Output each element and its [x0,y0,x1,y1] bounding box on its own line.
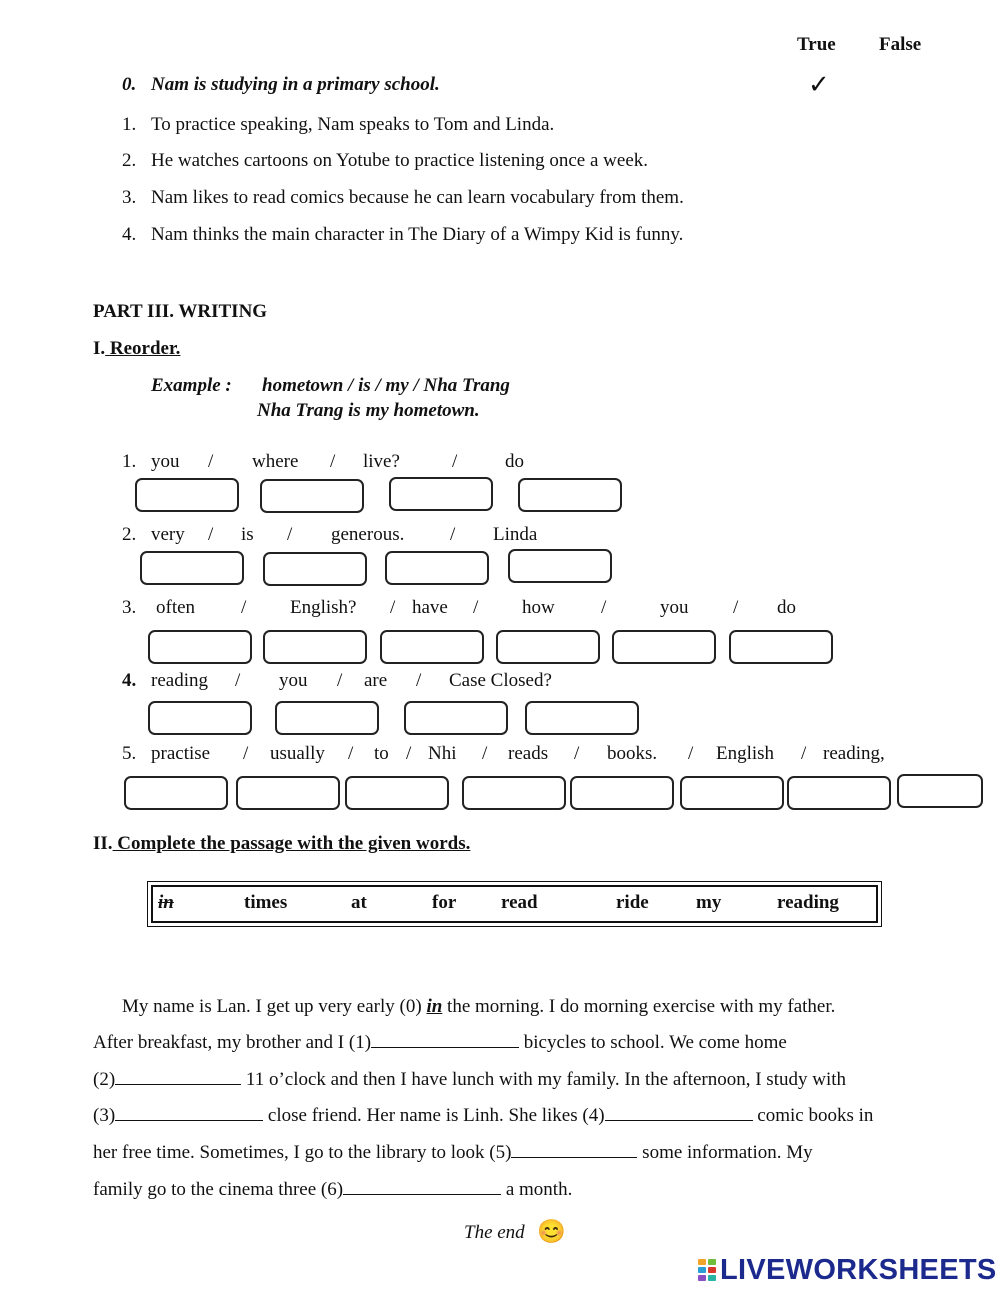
tf-item-number: 4. [122,224,137,245]
reorder-word[interactable]: live? [363,451,400,472]
reorder-word[interactable]: reading [151,670,208,691]
passage-text: the morning. I do morning exercise with my father. [442,996,836,1017]
separator-slash: / [287,524,293,545]
answer-drop-box[interactable] [148,630,252,664]
separator-slash: / [601,597,607,618]
smiley-icon: 😊 [537,1219,566,1244]
separator-slash: / [241,597,247,618]
answer-drop-box[interactable] [135,478,239,512]
answer-drop-box[interactable] [380,630,484,664]
reorder-heading [93,338,180,360]
liveworksheets-mark-icon [698,1259,716,1281]
passage-heading [93,833,470,855]
answer-drop-box[interactable] [897,774,983,808]
answer-drop-box[interactable] [263,630,367,664]
word-bank-item: times [244,892,288,913]
separator-slash: / [733,597,739,618]
part-title: PART III. WRITING [93,301,268,322]
passage-line [93,1142,813,1164]
reorder-word[interactable]: English? [290,597,357,618]
passage-text: a month. [501,1179,573,1200]
separator-slash: / [330,451,336,472]
blank-input-3[interactable] [115,1105,263,1121]
passage-text: some information. My [637,1142,813,1163]
reorder-word[interactable]: English [716,743,775,764]
false-column-header: False [879,34,922,55]
tf-item-number: 1. [122,114,137,135]
separator-slash: / [473,597,479,618]
answer-drop-box[interactable] [389,477,493,511]
reorder-word[interactable]: usually [270,743,325,764]
word-bank-item: at [351,892,367,913]
tf-item-statement: To practice speaking, Nam speaks to Tom and Linda. [151,114,555,135]
answer-drop-box[interactable] [236,776,340,810]
passage-text: comic books in [752,1105,874,1126]
answer-drop-box[interactable] [729,630,833,664]
word-bank-item-used: in [158,892,174,913]
tf-item-statement: Nam thinks the main character in The Diary of a Wimpy Kid is funny. [151,224,684,245]
answer-drop-box[interactable] [787,776,891,810]
passage-text: (2) [93,1069,116,1090]
passage-text: 11 o’clock and then I have lunch with my family. In the afternoon, I study with [241,1069,847,1090]
word-bank-item: read [501,892,538,913]
reorder-word[interactable]: reads [508,743,549,764]
reorder-item-number: 4. [122,670,137,691]
word-bank-item: my [696,892,722,913]
answer-drop-box[interactable] [612,630,716,664]
passage-line [93,1069,846,1091]
reorder-word[interactable]: is [241,524,254,545]
reorder-word[interactable]: generous. [331,524,405,545]
example-answer: Nha Trang is my hometown. [257,400,480,421]
word-bank-item: ride [616,892,649,913]
answer-drop-box[interactable] [124,776,228,810]
passage-line [93,1179,572,1201]
separator-slash: / [348,743,354,764]
reorder-word[interactable]: practise [151,743,211,764]
reorder-number: I. [93,338,106,359]
separator-slash: / [208,451,214,472]
reorder-word[interactable]: do [505,451,524,472]
answer-drop-box[interactable] [508,549,612,583]
tf-item-number: 2. [122,150,137,171]
separator-slash: / [450,524,456,545]
answer-drop-box[interactable] [404,701,508,735]
reorder-word[interactable]: Case Closed? [449,670,552,691]
blank-input-2[interactable] [115,1069,241,1085]
reorder-word[interactable]: Linda [493,524,538,545]
reorder-item-number: 2. [122,524,137,545]
answer-drop-box[interactable] [148,701,252,735]
tf-item-statement: He watches cartoons on Yotube to practice listening once a week. [151,150,649,171]
answer-drop-box[interactable] [496,630,600,664]
reorder-word[interactable]: where [252,451,299,472]
passage-section-number: II. [93,833,113,854]
passage-text: (3) [93,1105,116,1126]
reorder-word[interactable]: do [777,597,796,618]
reorder-word[interactable]: are [364,670,388,691]
reorder-word[interactable]: to [374,743,389,764]
answer-drop-box[interactable] [462,776,566,810]
answer-drop-box[interactable] [570,776,674,810]
reorder-word[interactable]: often [156,597,196,618]
passage-text: close friend. Her name is Linh. She likes (4) [263,1105,605,1126]
answer-drop-box[interactable] [275,701,379,735]
separator-slash: / [337,670,343,691]
true-column-header: True [797,34,836,55]
answer-drop-box[interactable] [140,551,244,585]
answer-drop-box[interactable] [518,478,622,512]
separator-slash: / [452,451,458,472]
tf-example-statement: Nam is studying in a primary school. [151,74,440,95]
blank-input-4[interactable] [605,1105,753,1121]
passage-section-title: Complete the passage with the given words. [112,833,471,854]
tf-item-statement: Nam likes to read comics because he can learn vocabulary from them. [151,187,684,208]
reorder-title: Reorder. [105,338,181,359]
word-bank-box [147,881,882,927]
word-bank-item: reading [777,892,839,913]
tf-item-number: 3. [122,187,137,208]
passage-text: After breakfast, my brother and I (1) [93,1032,372,1053]
answer-drop-box[interactable] [345,776,449,810]
reorder-word[interactable]: have [412,597,448,618]
liveworksheets-logo [698,1254,997,1286]
reorder-word[interactable]: you [279,670,308,691]
separator-slash: / [208,524,214,545]
liveworksheets-brand: LIVEWORKSHEETS [720,1253,997,1286]
blank-input-5[interactable] [511,1142,637,1158]
separator-slash: / [243,743,249,764]
passage-line [122,996,835,1018]
example-answer-word: in [426,996,443,1017]
separator-slash: / [390,597,396,618]
separator-slash: / [235,670,241,691]
separator-slash: / [801,743,807,764]
word-bank-item: for [432,892,457,913]
answer-drop-box[interactable] [385,551,489,585]
reorder-word[interactable]: you [151,451,180,472]
passage-text: her free time. Sometimes, I go to the library to look (5) [93,1142,512,1163]
answer-drop-box[interactable] [260,479,364,513]
example-words: hometown / is / my / Nha Trang [262,375,510,396]
blank-input-6[interactable] [343,1179,501,1195]
passage-line [93,1032,787,1054]
separator-slash: / [406,743,412,764]
answer-drop-box[interactable] [525,701,639,735]
reorder-word[interactable]: books. [607,743,658,764]
tf-example-number: 0. [122,74,137,95]
reorder-word[interactable]: how [522,597,555,618]
blank-input-1[interactable] [371,1032,519,1048]
reorder-word[interactable]: Nhi [428,743,457,764]
passage-text: My name is Lan. I get up very early (0) [122,996,427,1017]
the-end-text: The end [464,1222,525,1243]
passage-text: bicycles to school. We come home [519,1032,787,1053]
answer-drop-box[interactable] [680,776,784,810]
reorder-item-number: 5. [122,743,137,764]
reorder-word[interactable]: you [660,597,689,618]
answer-drop-box[interactable] [263,552,367,586]
passage-text: family go to the cinema three (6) [93,1179,344,1200]
separator-slash: / [688,743,694,764]
reorder-word[interactable]: reading, [823,743,885,764]
example-label: Example : [151,375,232,396]
reorder-word[interactable]: very [151,524,185,545]
reorder-item-number: 3. [122,597,137,618]
separator-slash: / [416,670,422,691]
true-checkmark-icon: ✓ [808,70,830,99]
separator-slash: / [574,743,580,764]
separator-slash: / [482,743,488,764]
passage-line [93,1105,873,1127]
reorder-item-number: 1. [122,451,137,472]
